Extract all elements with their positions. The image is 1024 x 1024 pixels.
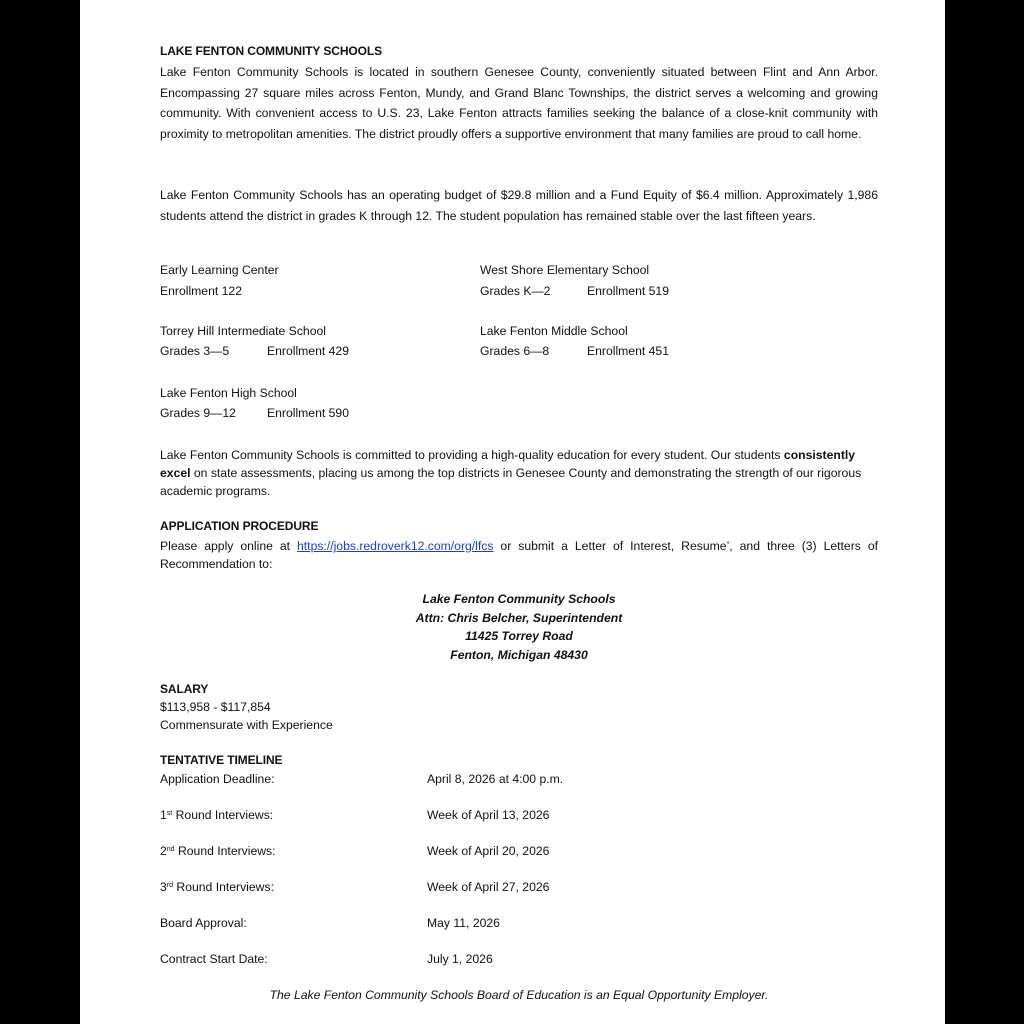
school-enrollment: Enrollment 519: [587, 284, 669, 298]
school-name: Lake Fenton Middle School: [480, 324, 628, 338]
school-grades: Grades 9—12: [160, 406, 236, 420]
timeline-label: Board Approval:: [160, 916, 247, 930]
school-grades: Grades K—2: [480, 284, 551, 298]
excellence-text: Lake Fenton Community Schools is committed to providing a high-quality education for every student. Our students: [160, 448, 784, 462]
equal-opportunity-statement: The Lake Fenton Community Schools Board of Education is an Equal Opportunity Employer.: [269, 988, 769, 1002]
timeline-label: 1st Round Interviews:: [160, 808, 274, 822]
timeline-date: Week of April 13, 2026: [427, 808, 550, 822]
timeline-label: 2nd Round Interviews:: [160, 844, 276, 858]
timeline-date: Week of April 20, 2026: [427, 844, 550, 858]
school-name: Lake Fenton High School: [160, 386, 297, 400]
excellence-text-end: on state assessments, placing us among the top districts in Genesee County and demonstrating the strength of our rigorous academic programs.: [160, 466, 862, 498]
district-heading: LAKE FENTON COMMUNITY SCHOOLS: [160, 44, 382, 58]
school-enrollment: Enrollment 451: [587, 344, 669, 358]
district-budget-paragraph: Lake Fenton Community Schools has an operating budget of $29.8 million and a Fund Equity of $6.4 million. Approximately 1,986 students attend the district in grades K through 12. The student population has remained stable over the last fifteen years.: [160, 188, 878, 223]
address-line: 11425 Torrey Road: [465, 629, 573, 643]
school-grades: Grades 3—5: [160, 344, 230, 358]
timeline-label: 3rd Round Interviews:: [160, 880, 274, 894]
document-page: [80, 0, 945, 1024]
timeline-label: Application Deadline:: [160, 772, 275, 786]
school-name: Early Learning Center: [160, 263, 279, 277]
application-heading: APPLICATION PROCEDURE: [160, 519, 319, 533]
excellence-emphasis: consistently excel: [160, 448, 856, 480]
salary-heading: SALARY: [160, 682, 209, 696]
salary-note: Commensurate with Experience: [160, 718, 333, 732]
school-enrollment: Enrollment 590: [267, 406, 349, 420]
application-text-end: or submit a Letter of Interest, Resume’, and three (3) Letters of Recommendation to:: [160, 539, 878, 571]
timeline-date: July 1, 2026: [427, 952, 493, 966]
school-grades: Grades 6—8: [480, 344, 550, 358]
address-line: Lake Fenton Community Schools: [422, 592, 616, 606]
timeline-label: Contract Start Date:: [160, 952, 268, 966]
application-paragraph: [160, 537, 878, 573]
address-line: Attn: Chris Belcher, Superintendent: [415, 610, 623, 625]
excellence-paragraph: [160, 446, 878, 500]
school-enrollment: Enrollment 122: [160, 284, 242, 298]
application-link[interactable]: https://jobs.redroverk12.com/org/lfcs: [297, 539, 494, 553]
timeline-date: May 11, 2026: [427, 916, 500, 930]
district-intro-paragraph: Lake Fenton Community Schools is located in southern Genesee County, conveniently situated between Flint and Ann Arbor. Encompassing 27 square miles across Fenton, Mundy, and Grand Blanc Townships, the district serves a welcoming and growing community. With convenient access to U.S. 23, Lake Fenton attracts families seeking the balance of a close-knit community with proximity to metropolitan amenities. The district proudly offers a supportive environment that many families are proud to call home.: [160, 65, 878, 141]
school-name: Torrey Hill Intermediate School: [160, 324, 326, 338]
timeline-date: April 8, 2026 at 4:00 p.m.: [427, 772, 564, 786]
address-block: [160, 590, 878, 664]
timeline-heading: TENTATIVE TIMELINE: [160, 753, 283, 767]
application-text: Please apply online at: [160, 539, 298, 553]
timeline-date: Week of April 27, 2026: [427, 880, 550, 894]
address-line: Fenton, Michigan 48430: [450, 647, 588, 662]
school-enrollment: Enrollment 429: [267, 344, 349, 358]
salary-range: $113,958 - $117,854: [160, 700, 271, 714]
school-name: West Shore Elementary School: [480, 263, 650, 277]
